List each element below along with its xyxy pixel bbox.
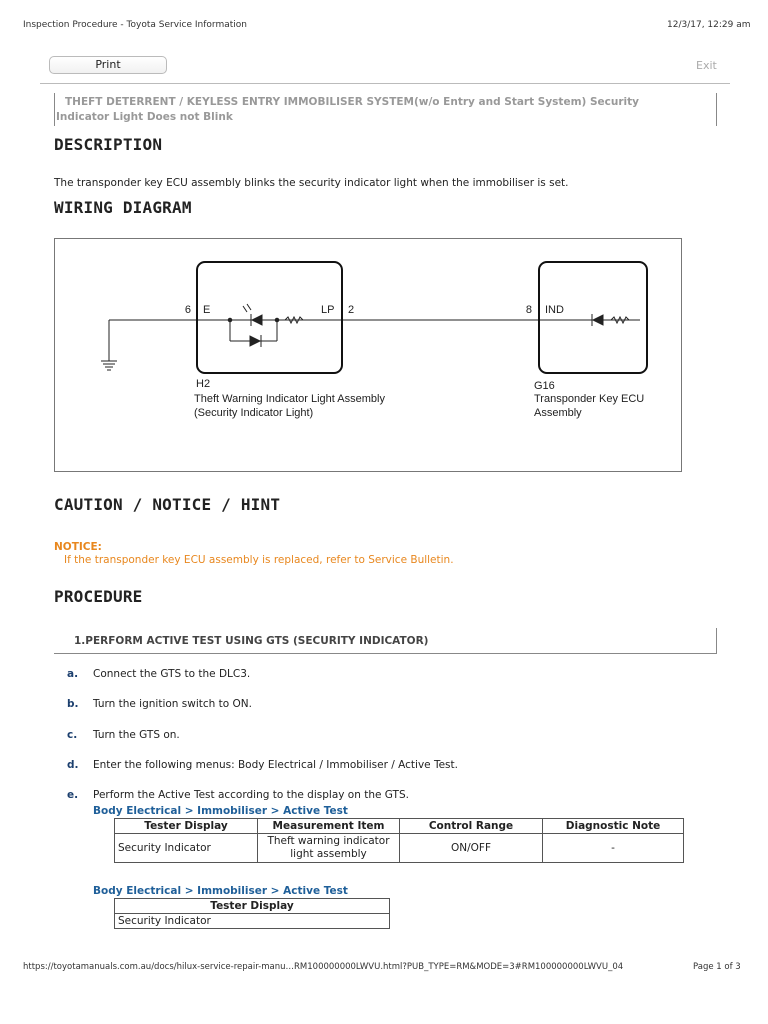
wiring-diagram-svg [55,239,681,471]
active-test-table [114,818,684,863]
toolbar-divider [40,83,730,84]
step-letter-d: d. [67,759,79,771]
step-text-e: Perform the Active Test according to the display on the GTS. [93,789,409,801]
g16-name-line2: Assembly [534,407,582,419]
pin-label-6: 6 [184,304,191,316]
pin-label-2: 2 [348,304,355,316]
table-cell: Security Indicator [115,914,390,929]
print-button[interactable]: Print [49,56,167,74]
procedure-heading: PROCEDURE [54,587,143,606]
document-title-line1: THEFT DETERRENT / KEYLESS ENTRY IMMOBILISER SYSTEM(w/o Entry and Start System) Security [65,96,639,108]
print-datetime: 12/3/17, 12:29 am [667,20,751,30]
table1-caption: Body Electrical > Immobiliser > Active Test [93,805,348,817]
step-letter-c: c. [67,729,78,741]
table-header-row [115,819,684,834]
indicator-led-icon [228,304,279,347]
notice-label: NOTICE: [54,541,102,553]
table-cell: Theft warning indicator light assembly [258,834,400,863]
page-url: https://toyotamanuals.com.au/docs/hilux-service-repair-manu…RM100000000LWVU.html?PUB_TYPE=RM&MODE=3#RM100000000LWVU_04 [23,962,624,972]
table-header: Tester Display [115,899,390,914]
h2-name-line2: (Security Indicator Light) [194,407,314,419]
ground-symbol-icon [101,320,117,370]
h2-component-box [197,262,342,373]
step-letter-b: b. [67,698,79,710]
notice-text: If the transponder key ECU assembly is replaced, refer to Service Bulletin. [64,554,454,566]
h2-name-line1: Theft Warning Indicator Light Assembly [194,393,385,405]
step-text-c: Turn the GTS on. [93,729,180,741]
table-cell: ON/OFF [400,834,543,863]
step-text-a: Connect the GTS to the DLC3. [93,668,251,680]
caution-heading: CAUTION / NOTICE / HINT [54,495,281,514]
g16-code: G16 [534,380,555,392]
g16-component-box [539,262,647,373]
table-header: Control Range [400,819,543,834]
description-text: The transponder key ECU assembly blinks the security indicator light when the immobiliser is set. [54,177,569,189]
document-title-line2: Indicator Light Does not Blink [56,111,233,123]
g16-name-line1: Transponder Key ECU [534,393,645,405]
description-heading: DESCRIPTION [54,135,163,154]
table-row [115,914,390,929]
g16-led-icon [592,314,603,326]
table-header: Tester Display [115,819,258,834]
table-header: Measurement Item [258,819,400,834]
tester-display-table [114,898,390,929]
pin-label-lp: LP [321,304,335,316]
step-letter-a: a. [67,668,79,680]
table-row [115,834,684,863]
h2-code: H2 [196,378,211,390]
table-cell: Security Indicator [115,834,258,863]
table2-caption: Body Electrical > Immobiliser > Active Test [93,885,348,897]
page-indicator: Page 1 of 3 [693,962,741,972]
step-title: 1.PERFORM ACTIVE TEST USING GTS (SECURITY INDICATOR) [74,635,429,647]
document-title [56,95,714,125]
pin-label-8: 8 [525,304,532,316]
pin-label-ind: IND [545,304,564,316]
page-title-header: Inspection Procedure - Toyota Service Information [23,20,247,30]
pin-label-e: E [203,304,211,316]
step-text-b: Turn the ignition switch to ON. [93,698,252,710]
exit-link[interactable]: Exit [696,59,717,72]
step-text-d: Enter the following menus: Body Electrical / Immobiliser / Active Test. [93,759,458,771]
wiring-diagram-heading: WIRING DIAGRAM [54,198,192,217]
step-letter-e: e. [67,789,79,801]
table-cell: - [543,834,684,863]
table-header: Diagnostic Note [543,819,684,834]
table-header-row [115,899,390,914]
wiring-diagram [54,238,682,472]
